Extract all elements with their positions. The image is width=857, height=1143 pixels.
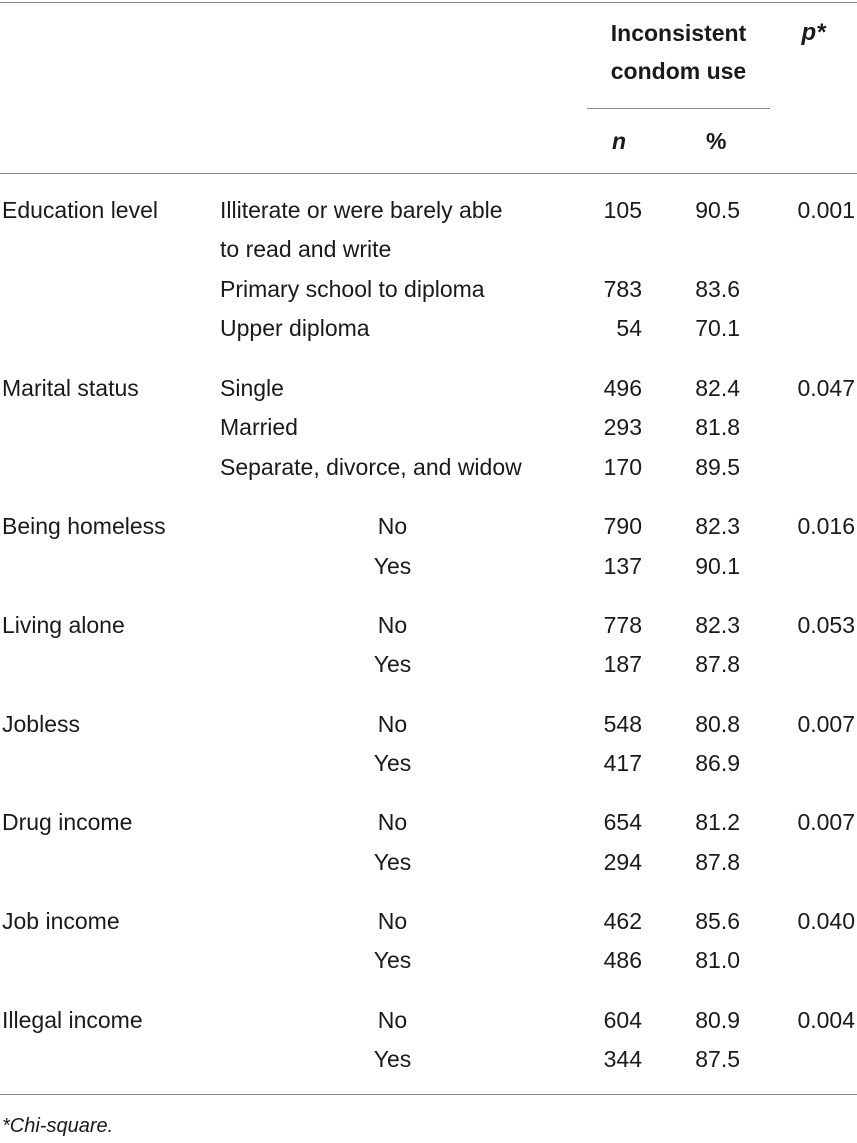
header-n: n xyxy=(612,128,627,154)
row-percent: 90.1 xyxy=(695,553,740,579)
row-percent: 70.1 xyxy=(695,315,740,341)
row-category: Marital status xyxy=(2,375,139,401)
row-p-value: 0.001 xyxy=(797,197,855,223)
row-level: No xyxy=(377,1007,408,1033)
row-n: 548 xyxy=(603,711,642,737)
row-percent: 87.5 xyxy=(695,1046,740,1072)
row-percent: 82.3 xyxy=(695,612,740,638)
row-level: Yes xyxy=(373,849,412,875)
row-p-value: 0.007 xyxy=(797,711,855,737)
row-n: 294 xyxy=(603,849,642,875)
row-percent: 80.9 xyxy=(695,1007,740,1033)
row-level: Yes xyxy=(373,553,412,579)
row-level: Single xyxy=(220,375,284,401)
row-percent: 82.3 xyxy=(695,513,740,539)
row-n: 462 xyxy=(603,908,642,934)
row-percent: 87.8 xyxy=(695,651,740,677)
row-level: Separate, divorce, and widow xyxy=(220,454,522,480)
row-level: Yes xyxy=(373,750,412,776)
header-p-value: p* xyxy=(801,19,826,46)
row-level: No xyxy=(377,908,408,934)
row-percent: 86.9 xyxy=(695,750,740,776)
row-n: 293 xyxy=(603,414,642,440)
row-n: 105 xyxy=(603,197,642,223)
row-n: 778 xyxy=(603,612,642,638)
row-percent: 82.4 xyxy=(695,375,740,401)
table-footnote: *Chi-square. xyxy=(2,1115,114,1137)
row-level: No xyxy=(377,513,408,539)
row-level: No xyxy=(377,711,408,737)
row-level: Illiterate or were barely able xyxy=(220,197,503,223)
header-bottom-rule xyxy=(0,173,857,174)
row-n: 496 xyxy=(603,375,642,401)
row-level: Primary school to diploma xyxy=(220,276,485,302)
row-p-value: 0.016 xyxy=(797,513,855,539)
top-rule xyxy=(0,2,857,3)
row-percent: 80.8 xyxy=(695,711,740,737)
row-n: 654 xyxy=(603,809,642,835)
row-percent: 85.6 xyxy=(695,908,740,934)
row-level-continued: to read and write xyxy=(220,236,392,262)
row-level: No xyxy=(377,809,408,835)
row-p-value: 0.053 xyxy=(797,612,855,638)
row-n: 187 xyxy=(603,651,642,677)
row-n: 170 xyxy=(603,454,642,480)
row-level: Yes xyxy=(373,1046,412,1072)
header-group-label xyxy=(580,14,777,90)
row-percent: 81.8 xyxy=(695,414,740,440)
row-p-value: 0.004 xyxy=(797,1007,855,1033)
row-n: 417 xyxy=(603,750,642,776)
row-n: 344 xyxy=(603,1046,642,1072)
header-group-line2: condom use xyxy=(610,58,747,84)
row-n: 790 xyxy=(603,513,642,539)
row-level: Yes xyxy=(373,651,412,677)
row-p-value: 0.047 xyxy=(797,375,855,401)
row-n: 783 xyxy=(603,276,642,302)
row-n: 604 xyxy=(603,1007,642,1033)
row-category: Education level xyxy=(2,197,158,223)
row-percent: 81.0 xyxy=(695,947,740,973)
header-percent: % xyxy=(706,128,727,154)
row-p-value: 0.040 xyxy=(797,908,855,934)
row-category: Living alone xyxy=(2,612,125,638)
row-percent: 90.5 xyxy=(695,197,740,223)
row-category: Being homeless xyxy=(2,513,166,539)
row-category: Jobless xyxy=(2,711,80,737)
row-n: 486 xyxy=(603,947,642,973)
row-level: Married xyxy=(220,414,298,440)
row-p-value: 0.007 xyxy=(797,809,855,835)
header-group-line1: Inconsistent xyxy=(610,20,747,46)
header-subrule xyxy=(587,108,770,109)
row-percent: 87.8 xyxy=(695,849,740,875)
row-level: No xyxy=(377,612,408,638)
bottom-rule xyxy=(0,1094,857,1095)
row-level: Yes xyxy=(373,947,412,973)
row-category: Illegal income xyxy=(2,1007,143,1033)
row-percent: 89.5 xyxy=(695,454,740,480)
row-n: 137 xyxy=(603,553,642,579)
row-n: 54 xyxy=(616,315,642,341)
row-percent: 81.2 xyxy=(695,809,740,835)
row-category: Drug income xyxy=(2,809,133,835)
row-level: Upper diploma xyxy=(220,315,370,341)
row-percent: 83.6 xyxy=(695,276,740,302)
row-category: Job income xyxy=(2,908,120,934)
